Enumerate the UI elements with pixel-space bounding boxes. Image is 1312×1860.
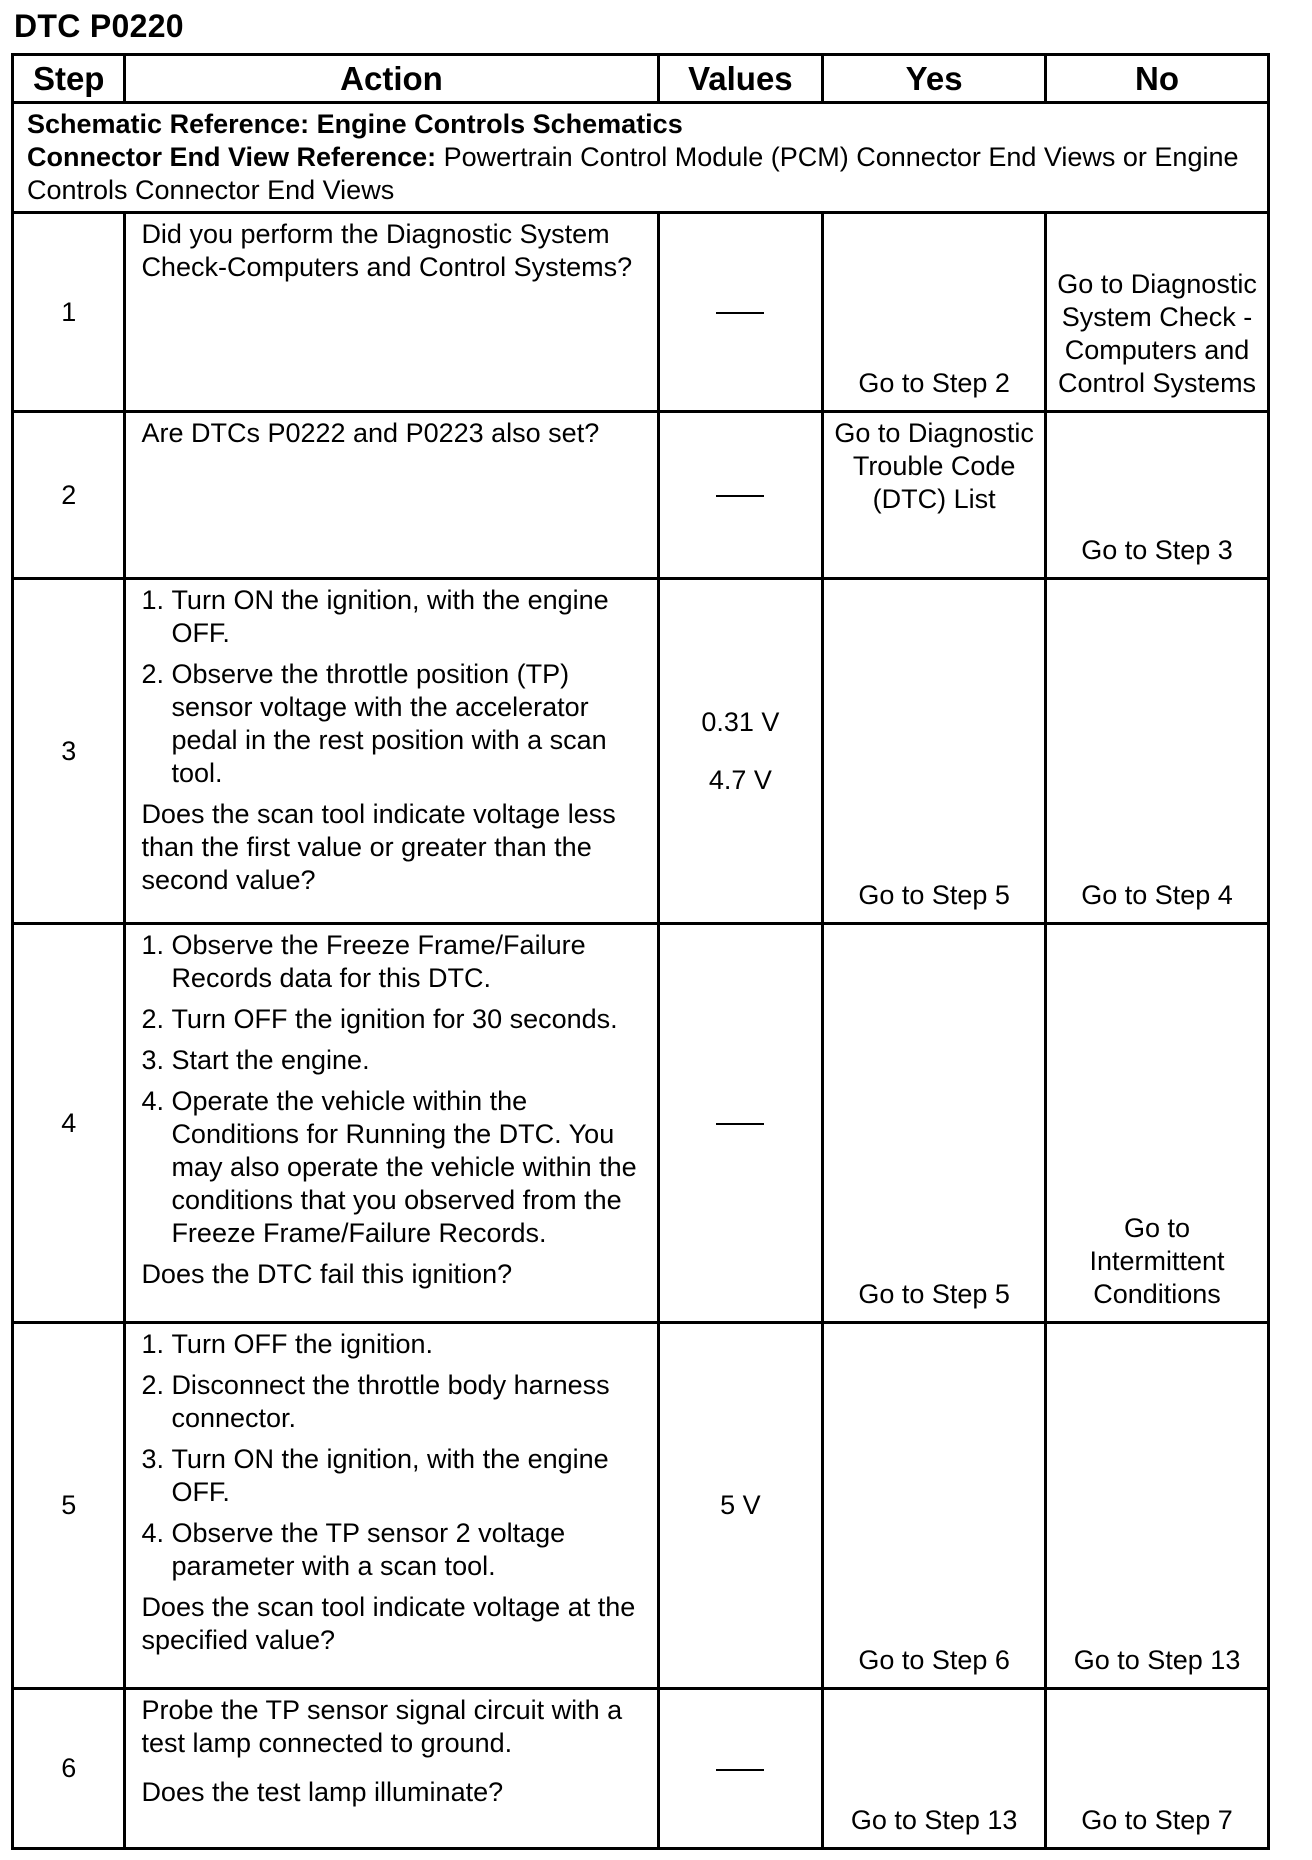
step-number: 5 xyxy=(13,1323,125,1689)
action-steps xyxy=(141,1328,644,1583)
yes-cell: Go to Step 6 xyxy=(823,1323,1046,1689)
empty-value-dash xyxy=(716,1769,764,1771)
value-high: 4.7 V xyxy=(708,765,772,795)
step-number: 4 xyxy=(13,924,125,1323)
table-row xyxy=(13,412,1269,579)
no-cell: Go to Step 13 xyxy=(1046,1323,1269,1689)
values-cell xyxy=(658,924,823,1323)
action-cell xyxy=(125,1689,658,1849)
no-cell: Go to Step 7 xyxy=(1046,1689,1269,1849)
yes-cell: Go to Step 2 xyxy=(823,213,1046,412)
action-question: Does the test lamp illuminate? xyxy=(141,1777,504,1807)
list-item: 4. Observe the TP sensor 2 voltage parameter with a scan tool. xyxy=(141,1518,566,1581)
list-item: 2. Disconnect the throttle body harness connector. xyxy=(141,1370,610,1433)
action-question: Does the scan tool indicate voltage less than the first value or greater than the second value? xyxy=(141,799,616,895)
diagnostic-table xyxy=(11,53,1270,1850)
values-cell xyxy=(658,579,823,924)
table-row xyxy=(13,213,1269,412)
empty-value-dash xyxy=(716,312,764,314)
list-item: 2. Turn OFF the ignition for 30 seconds. xyxy=(141,1004,618,1034)
yes-cell: Go to Step 13 xyxy=(823,1689,1046,1849)
no-cell: Go to Step 4 xyxy=(1046,579,1269,924)
no-cell: Go to Diagnostic System Check - Computers and Control Systems xyxy=(1046,213,1269,412)
action-intro: Probe the TP sensor signal circuit with a test lamp connected to ground. xyxy=(141,1695,623,1758)
action-cell xyxy=(125,1323,658,1689)
list-item: 3. Start the engine. xyxy=(141,1045,370,1075)
empty-value-dash xyxy=(716,1123,764,1125)
header-step: Step xyxy=(13,55,125,103)
yes-cell: Go to Step 5 xyxy=(823,924,1046,1323)
table-row xyxy=(13,1323,1269,1689)
schematic-reference: Schematic Reference: Engine Controls Schematics xyxy=(27,109,683,139)
table-row xyxy=(13,1689,1269,1849)
table-row xyxy=(13,924,1269,1323)
page-title: DTC P0220 xyxy=(14,8,184,44)
header-row xyxy=(13,55,1269,103)
step-number: 3 xyxy=(13,579,125,924)
action-question: Does the scan tool indicate voltage at the specified value? xyxy=(141,1592,636,1655)
header-values: Values xyxy=(658,55,823,103)
action-cell xyxy=(125,579,658,924)
header-no: No xyxy=(1046,55,1269,103)
list-item: 3. Turn ON the ignition, with the engine OFF. xyxy=(141,1444,609,1507)
header-yes: Yes xyxy=(823,55,1046,103)
no-cell: Go to Intermittent Conditions xyxy=(1046,924,1269,1323)
value-low: 0.31 V xyxy=(701,707,780,737)
action-cell xyxy=(125,213,658,412)
yes-cell: Go to Step 5 xyxy=(823,579,1046,924)
table-row xyxy=(13,579,1269,924)
header-action: Action xyxy=(125,55,658,103)
connector-reference-text: Powertrain Control Module (PCM) Connector End Views or Engine Controls Connector End Views xyxy=(27,142,1239,205)
values-cell xyxy=(658,1689,823,1849)
action-question: Are DTCs P0222 and P0223 also set? xyxy=(141,418,600,448)
step-number: 2 xyxy=(13,412,125,579)
list-item: 1. Turn ON the ignition, with the engine OFF. xyxy=(141,585,609,648)
reference-cell xyxy=(13,103,1269,213)
list-item: 1. Observe the Freeze Frame/Failure Records data for this DTC. xyxy=(141,930,586,993)
step-number: 1 xyxy=(13,213,125,412)
no-cell: Go to Step 3 xyxy=(1046,412,1269,579)
list-item: 1. Turn OFF the ignition. xyxy=(141,1329,434,1359)
action-cell xyxy=(125,412,658,579)
values-cell xyxy=(658,213,823,412)
list-item: 2. Observe the throttle position (TP) sensor voltage with the accelerator pedal in the rest position with a scan tool. xyxy=(141,659,607,788)
action-steps xyxy=(141,929,644,1250)
values-cell xyxy=(658,1323,823,1689)
action-steps xyxy=(141,584,644,790)
empty-value-dash xyxy=(716,495,764,497)
value-specified: 5 V xyxy=(720,1490,761,1520)
connector-reference-label: Connector End View Reference: xyxy=(27,142,437,172)
list-item: 4. Operate the vehicle within the Conditions for Running the DTC. You may also operate the vehicle within the conditions that you observed from the Freeze Frame/Failure Records. xyxy=(141,1086,637,1248)
reference-row xyxy=(13,103,1269,213)
action-question: Did you perform the Diagnostic System Check-Computers and Control Systems? xyxy=(141,219,633,282)
action-cell xyxy=(125,924,658,1323)
yes-cell: Go to Diagnostic Trouble Code (DTC) List xyxy=(823,412,1046,579)
step-number: 6 xyxy=(13,1689,125,1849)
action-question: Does the DTC fail this ignition? xyxy=(141,1259,513,1289)
values-cell xyxy=(658,412,823,579)
